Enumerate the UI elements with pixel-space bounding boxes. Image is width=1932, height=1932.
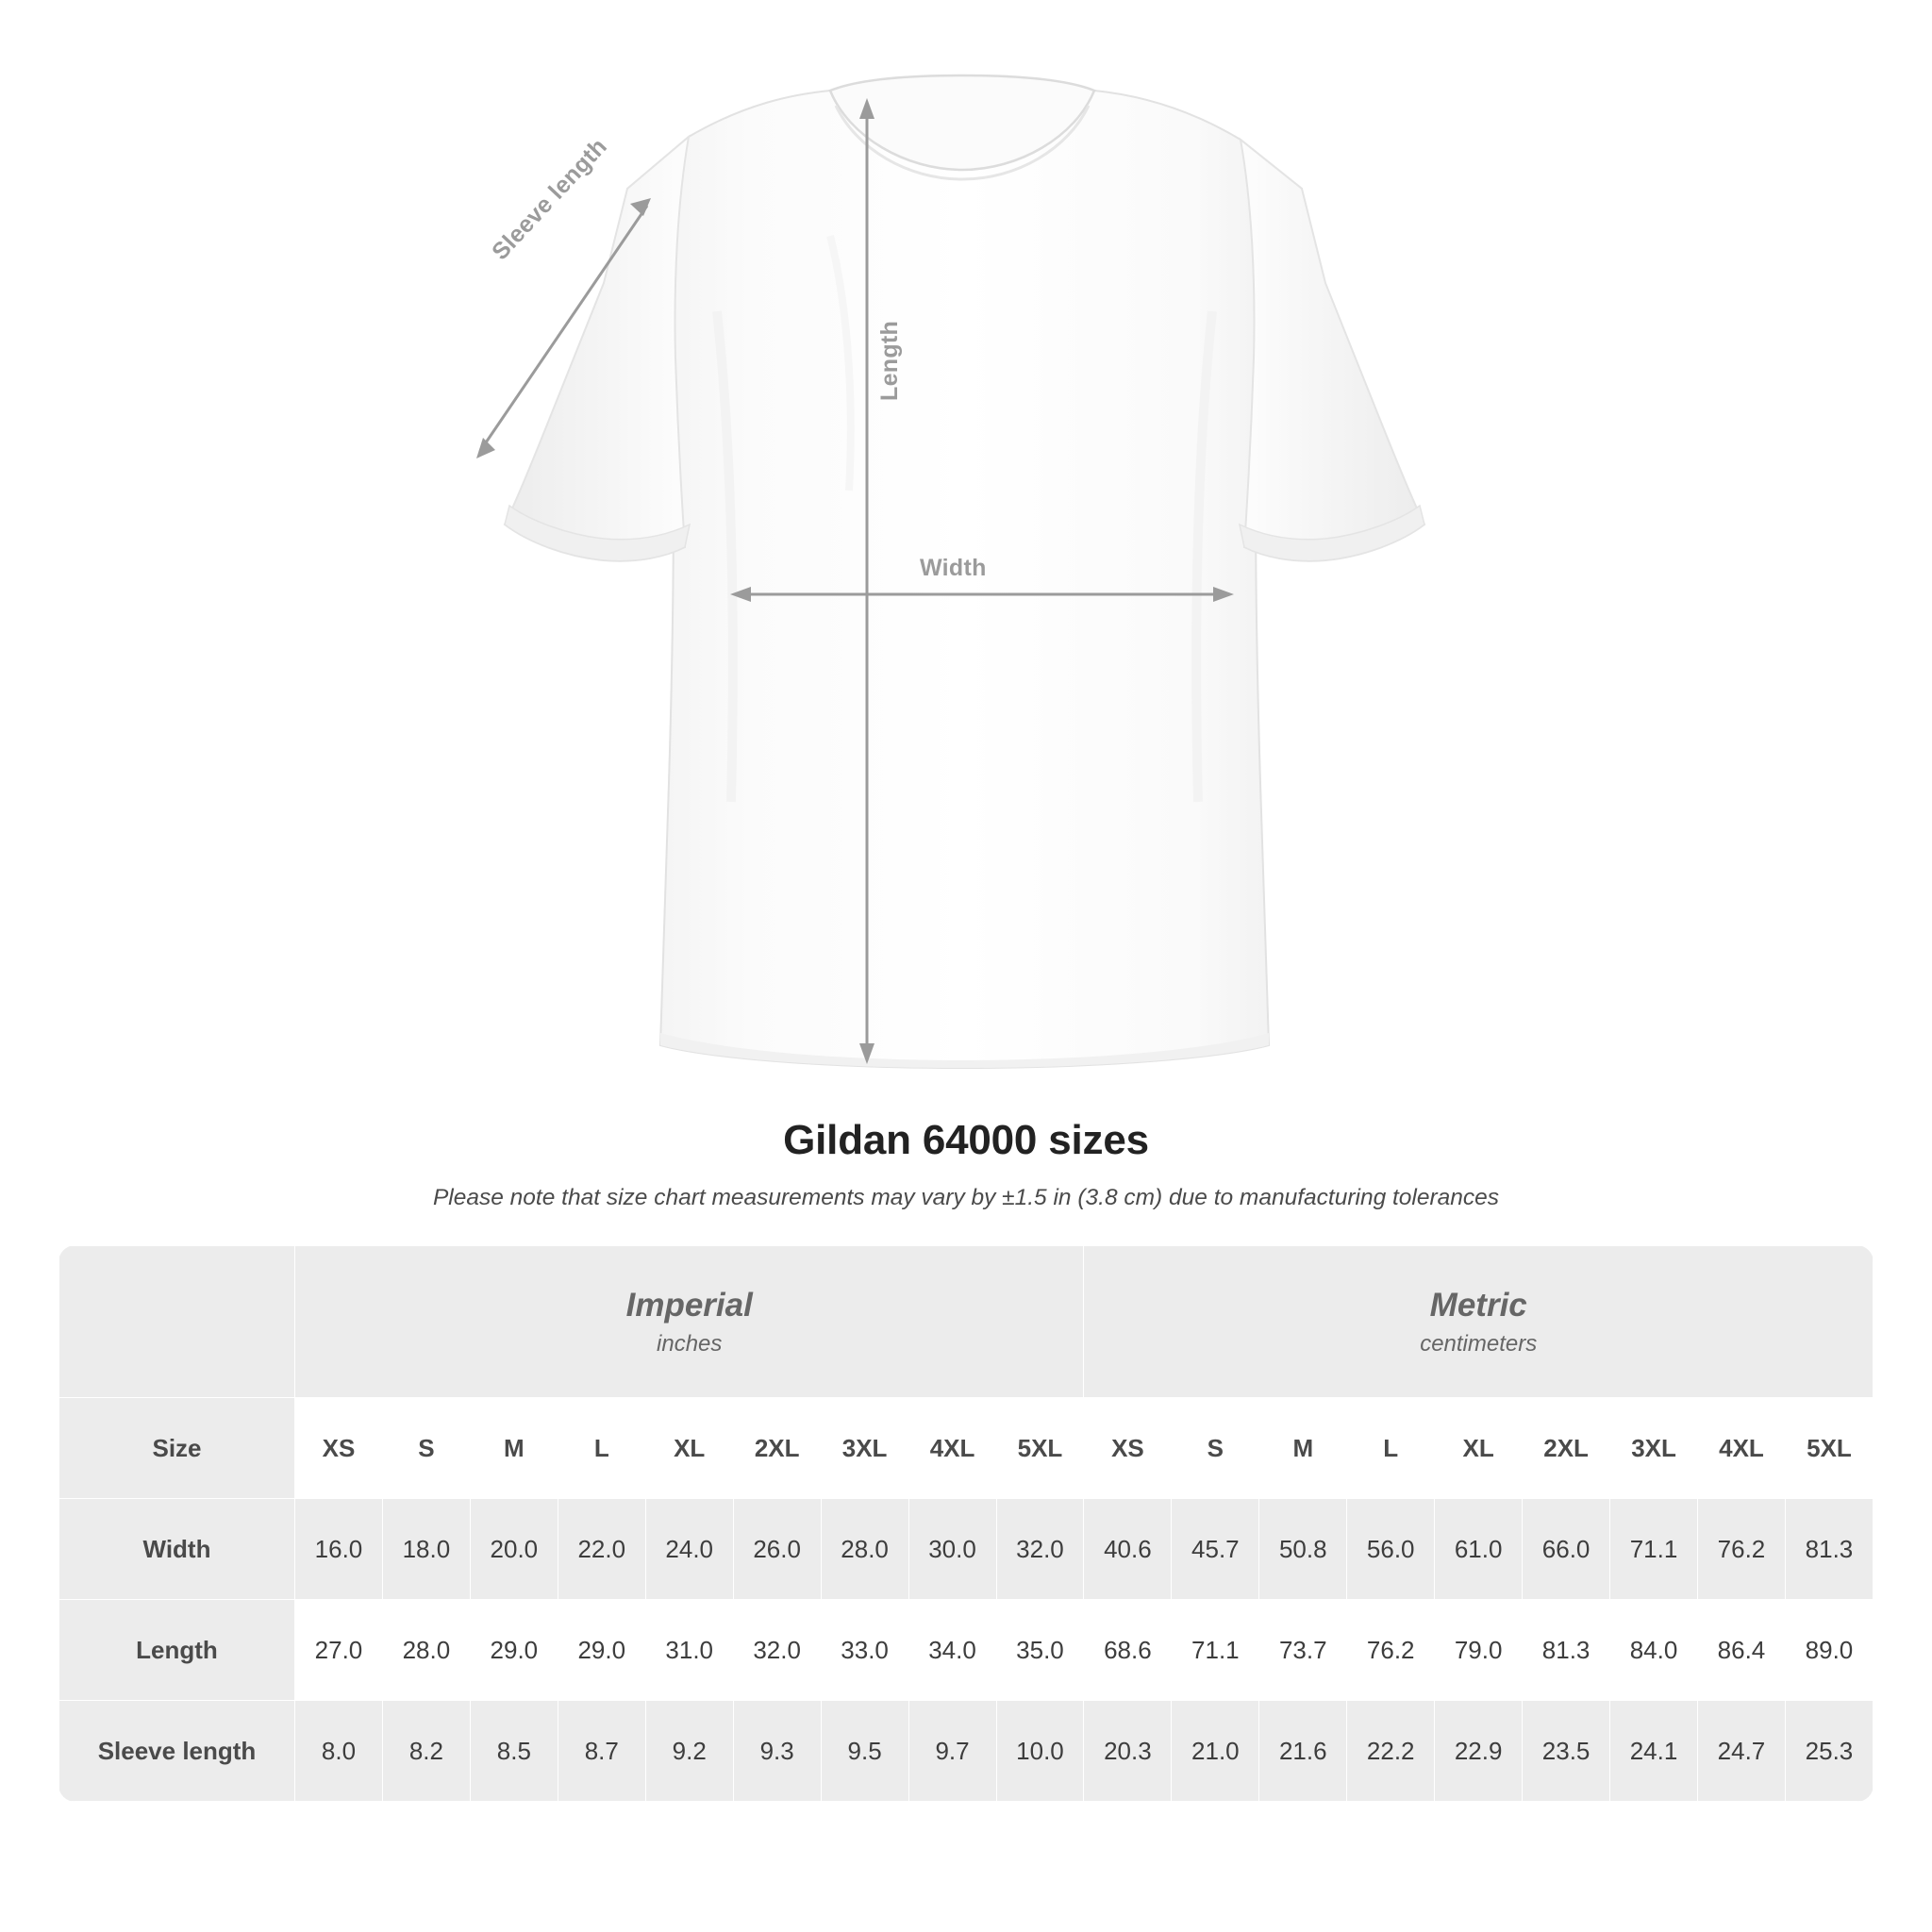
table-cell: 8.5 [470,1701,558,1802]
table-cell: 35.0 [996,1600,1084,1701]
table-cell: 71.1 [1610,1499,1698,1600]
table-cell: 22.9 [1435,1701,1523,1802]
table-cell: 45.7 [1172,1499,1259,1600]
size-header-cell: L [558,1398,645,1499]
table-cell: 84.0 [1610,1600,1698,1701]
table-cell: 9.7 [908,1701,996,1802]
table-cell: 66.0 [1523,1499,1610,1600]
size-header-cell: 4XL [1698,1398,1786,1499]
size-header-row [59,1398,1874,1499]
size-header-cell: M [470,1398,558,1499]
unit-name-imperial: Imperial [625,1287,753,1324]
table-cell: 34.0 [908,1600,996,1701]
table-cell: 25.3 [1785,1701,1873,1802]
table-cell: 8.7 [558,1701,645,1802]
table-cell: 50.8 [1259,1499,1347,1600]
table-cell: 10.0 [996,1701,1084,1802]
size-header-cell: XL [645,1398,733,1499]
size-header-cell: XL [1435,1398,1523,1499]
size-header-cell: 4XL [908,1398,996,1499]
table-cell: 76.2 [1698,1499,1786,1600]
page-title: Gildan 64000 sizes [783,1117,1149,1163]
table-row [59,1600,1874,1701]
length-dimension-label: Length [876,320,903,401]
table-cell: 29.0 [470,1600,558,1701]
table-cell: 22.2 [1347,1701,1435,1802]
table-cell: 24.0 [645,1499,733,1600]
table-cell: 30.0 [908,1499,996,1600]
size-header-cell: 5XL [1785,1398,1873,1499]
table-cell: 89.0 [1785,1600,1873,1701]
table-cell: 9.3 [733,1701,821,1802]
table-cell: 86.4 [1698,1600,1786,1701]
title-block [0,1117,1932,1211]
size-table [58,1245,1874,1802]
sleeve-length-dimension-label: Sleeve length [487,133,613,266]
unit-sub-imperial: inches [657,1331,723,1357]
table-cell: 8.0 [295,1701,383,1802]
unit-header-corner [59,1246,295,1398]
table-cell: 32.0 [733,1600,821,1701]
table-cell: 21.0 [1172,1701,1259,1802]
table-cell: 27.0 [295,1600,383,1701]
table-cell: 28.0 [821,1499,908,1600]
table-cell: 29.0 [558,1600,645,1701]
table-cell: 31.0 [645,1600,733,1701]
size-header-cell: 2XL [733,1398,821,1499]
row-label-width: Width [59,1499,295,1600]
table-cell: 40.6 [1084,1499,1172,1600]
size-header-cell: 2XL [1523,1398,1610,1499]
table-cell: 61.0 [1435,1499,1523,1600]
size-header-cell: L [1347,1398,1435,1499]
size-header-cell: XS [1084,1398,1172,1499]
unit-header-imperial [295,1246,1084,1398]
tolerance-note: Please note that size chart measurements may vary by ±1.5 in (3.8 cm) due to manufacturing tolerances [432,1185,1500,1210]
size-table-wrapper [58,1245,1874,1802]
size-header-cell: 3XL [1610,1398,1698,1499]
table-cell: 24.7 [1698,1701,1786,1802]
table-cell: 23.5 [1523,1701,1610,1802]
table-cell: 28.0 [382,1600,470,1701]
table-cell: 32.0 [996,1499,1084,1600]
unit-sub-metric: centimeters [1420,1331,1538,1357]
table-cell: 20.3 [1084,1701,1172,1802]
table-cell: 16.0 [295,1499,383,1600]
table-cell: 68.6 [1084,1600,1172,1701]
row-label-sleeve-length: Sleeve length [59,1701,295,1802]
table-row [59,1499,1874,1600]
width-dimension-label: Width [920,555,987,581]
size-header-cell: S [1172,1398,1259,1499]
table-cell: 20.0 [470,1499,558,1600]
unit-name-metric: Metric [1429,1287,1527,1324]
size-header-cell: S [382,1398,470,1499]
table-cell: 9.2 [645,1701,733,1802]
size-header-cell: 5XL [996,1398,1084,1499]
table-cell: 8.2 [382,1701,470,1802]
table-cell: 76.2 [1347,1600,1435,1701]
table-cell: 81.3 [1523,1600,1610,1701]
table-cell: 73.7 [1259,1600,1347,1701]
table-cell: 26.0 [733,1499,821,1600]
table-cell: 79.0 [1435,1600,1523,1701]
table-cell: 21.6 [1259,1701,1347,1802]
size-header-cell: M [1259,1398,1347,1499]
row-label-length: Length [59,1600,295,1701]
size-label-cell: Size [59,1398,295,1499]
table-row [59,1701,1874,1802]
table-cell: 33.0 [821,1600,908,1701]
unit-header-row [59,1246,1874,1398]
table-cell: 81.3 [1785,1499,1873,1600]
table-cell: 22.0 [558,1499,645,1600]
size-header-cell: XS [295,1398,383,1499]
table-cell: 18.0 [382,1499,470,1600]
table-cell: 24.1 [1610,1701,1698,1802]
unit-header-metric [1084,1246,1874,1398]
size-header-cell: 3XL [821,1398,908,1499]
table-cell: 56.0 [1347,1499,1435,1600]
table-cell: 9.5 [821,1701,908,1802]
table-cell: 71.1 [1172,1600,1259,1701]
